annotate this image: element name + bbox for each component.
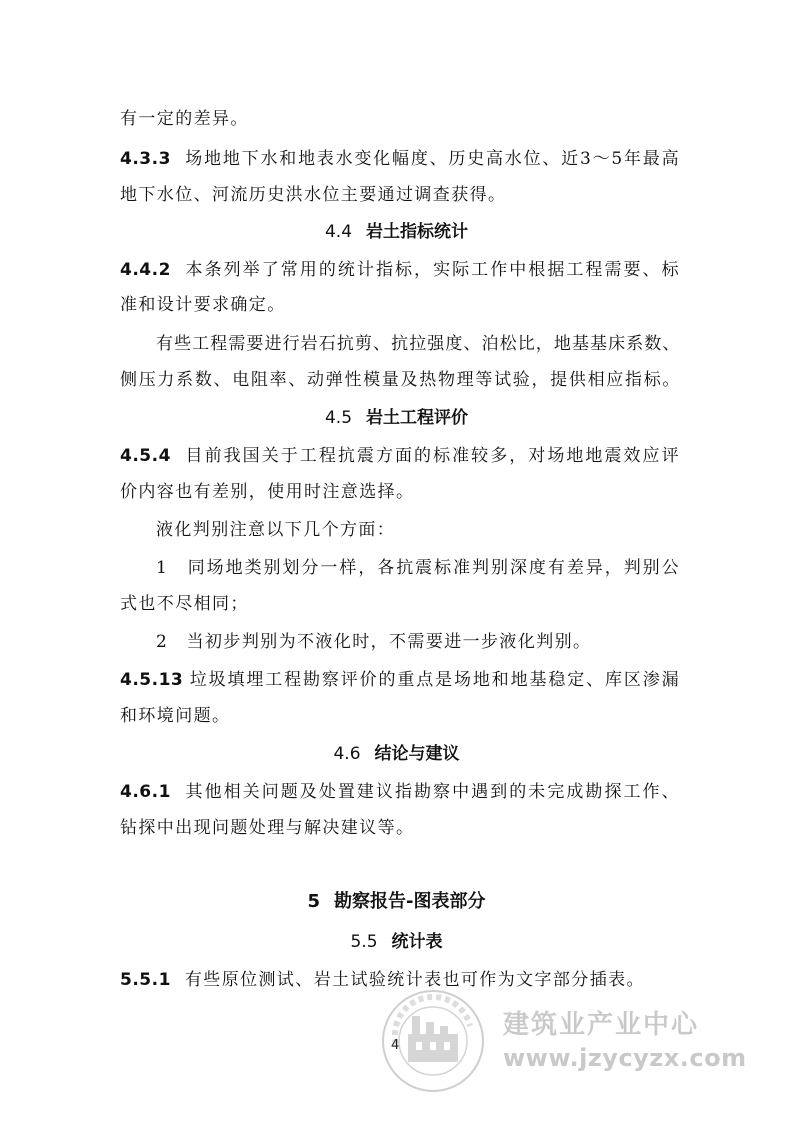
clause-4-4-2-line-1: 4.4.2 本条列举了常用的统计指标，实际工作中根据工程需要、标 xyxy=(120,260,680,280)
clause-number: 4.5.13 xyxy=(120,670,184,690)
clause-number: 4.5.4 xyxy=(120,446,171,466)
clause-4-5-13-line-1: 4.5.13 垃圾填埋工程勘察评价的重点是场地和地基稳定、库区渗漏 xyxy=(120,670,680,690)
watermark-name: 建筑业产业中心 xyxy=(503,1010,700,1040)
section-heading-4-6: 4.6 结论与建议 xyxy=(333,744,460,764)
clause-4-6-1-line-1: 4.6.1 其他相关问题及处置建议指勘察中遇到的未完成勘探工作、 xyxy=(120,782,680,802)
clause-number: 4.3.3 xyxy=(120,149,171,169)
clause-4-5-4-line-2: 价内容也有差别，使用时注意选择。 xyxy=(120,482,415,502)
clause-number: 4.4.2 xyxy=(120,260,171,280)
list-item-2: 2 当初步判别为不液化时，不需要进一步液化判别。 xyxy=(156,632,592,652)
clause-4-4-2-line-2: 准和设计要求确定。 xyxy=(120,295,286,315)
list-item-1-line-1: 1 同场地类别划分一样，各抗震标准判别深度有差异，判别公 xyxy=(156,558,680,578)
clause-5-5-1: 5.5.1 有些原位测试、岩土试验统计表也可作为文字部分插表。 xyxy=(120,970,645,990)
clause-4-3-3-line-2: 地下水位、河流历史洪水位主要通过调查获得。 xyxy=(120,185,507,205)
page-number: 4 xyxy=(391,1038,400,1053)
clause-number: 4.6.1 xyxy=(120,782,171,802)
watermark-url: www.jzycyzx.com xyxy=(503,1044,747,1072)
clause-4-6-1-line-2: 钻探中出现问题处理与解决建议等。 xyxy=(120,818,415,838)
list-item-1-line-2: 式也不尽相同； xyxy=(120,594,249,614)
section-heading-5-5: 5.5 统计表 xyxy=(350,932,443,952)
section-heading-4-4: 4.4 岩土指标统计 xyxy=(324,222,469,242)
section-heading-4-5: 4.5 岩土工程评价 xyxy=(324,408,469,428)
paragraph-continuation: 有一定的差异。 xyxy=(120,109,249,129)
paragraph-tests-line-2: 侧压力系数、电阻率、动弹性模量及热物理等试验，提供相应指标。 xyxy=(120,370,680,390)
watermark xyxy=(378,986,747,1086)
clause-4-5-4-line-1: 4.5.4 目前我国关于工程抗震方面的标准较多，对场地地震效应评 xyxy=(120,446,680,466)
clause-4-3-3-line-1: 4.3.3 场地地下水和地表水变化幅度、历史高水位、近3～5年最高 xyxy=(120,149,680,169)
clause-4-5-13-line-2: 和环境问题。 xyxy=(120,706,231,726)
clause-number: 5.5.1 xyxy=(120,970,171,990)
chapter-heading-5: 5 勘察报告-图表部分 xyxy=(307,891,486,912)
paragraph-tests-line-1: 有些工程需要进行岩石抗剪、抗拉强度、泊松比，地基基床系数、 xyxy=(156,334,680,354)
paragraph-liquefaction-intro: 液化判别注意以下几个方面： xyxy=(156,520,396,540)
